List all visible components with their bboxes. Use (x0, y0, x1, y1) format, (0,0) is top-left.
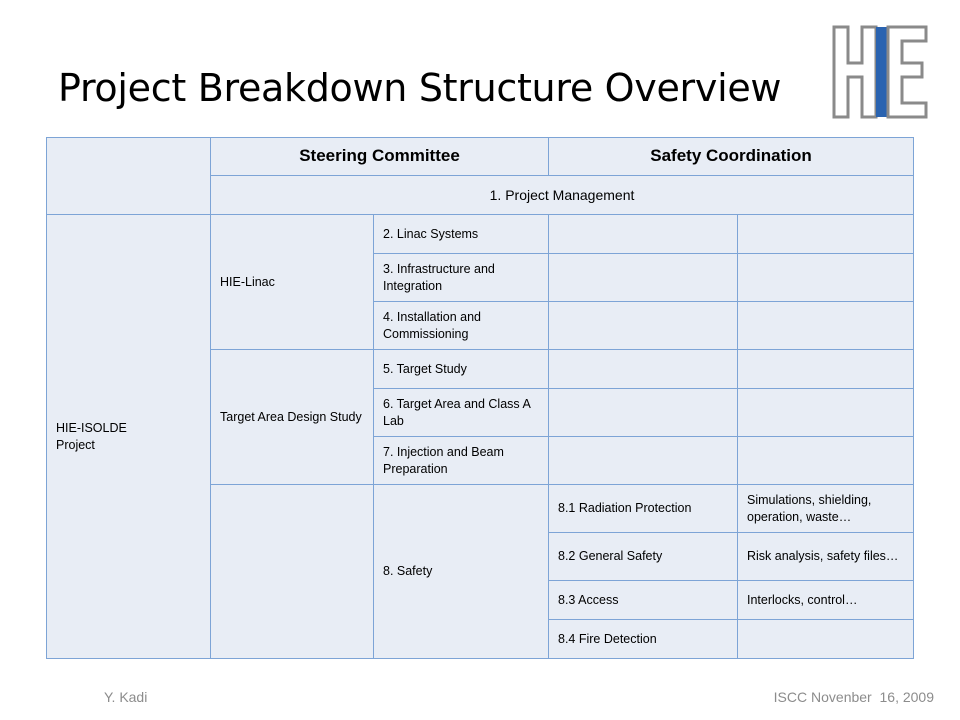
hie-logo (832, 25, 928, 119)
steering-committee-header: Steering Committee (211, 138, 549, 176)
project-breakdown-table (46, 137, 914, 659)
empty-cell (549, 215, 738, 254)
safety-item-desc: Simulations, shielding, operation, waste… (738, 485, 914, 533)
project-label: HIE-ISOLDE Project (56, 420, 127, 452)
wp-cell: 3. Infrastructure and Integration (374, 254, 549, 302)
wp-cell: 4. Installation and Commissioning (374, 302, 549, 350)
safety-coordination-header: Safety Coordination (549, 138, 914, 176)
project-cell (47, 215, 211, 659)
empty-cell (549, 254, 738, 302)
header-row (47, 138, 914, 176)
safety-item-desc (738, 620, 914, 659)
safety-item-desc: Interlocks, control… (738, 581, 914, 620)
slide-title: Project Breakdown Structure Overview (58, 66, 782, 110)
project-management-cell: 1. Project Management (211, 176, 914, 215)
wp-cell: 7. Injection and Beam Preparation (374, 437, 549, 485)
wp-cell: 5. Target Study (374, 350, 549, 389)
safety-item-name: 8.1 Radiation Protection (549, 485, 738, 533)
empty-cell (549, 437, 738, 485)
wp-cell: 6. Target Area and Class A Lab (374, 389, 549, 437)
empty-cell (738, 302, 914, 350)
empty-cell (549, 350, 738, 389)
empty-cell (738, 254, 914, 302)
empty-cell (738, 389, 914, 437)
group-cell-target: Target Area Design Study (211, 350, 374, 485)
safety-item-name: 8.2 General Safety (549, 533, 738, 581)
safety-item-desc: Risk analysis, safety files… (738, 533, 914, 581)
footer-author: Y. Kadi (104, 689, 148, 705)
footer-event: ISCC Novenber 16, 2009 (773, 689, 934, 705)
empty-cell (549, 389, 738, 437)
empty-cell (738, 215, 914, 254)
group-cell-safety: 8. Safety (374, 485, 549, 659)
empty-group-cell (211, 485, 374, 659)
table-row (47, 215, 914, 254)
wp-cell: 2. Linac Systems (374, 215, 549, 254)
safety-item-name: 8.3 Access (549, 581, 738, 620)
group-cell-linac: HIE-Linac (211, 215, 374, 350)
safety-item-name: 8.4 Fire Detection (549, 620, 738, 659)
empty-cell (738, 350, 914, 389)
empty-cell (549, 302, 738, 350)
empty-cell (738, 437, 914, 485)
corner-cell (47, 138, 211, 215)
